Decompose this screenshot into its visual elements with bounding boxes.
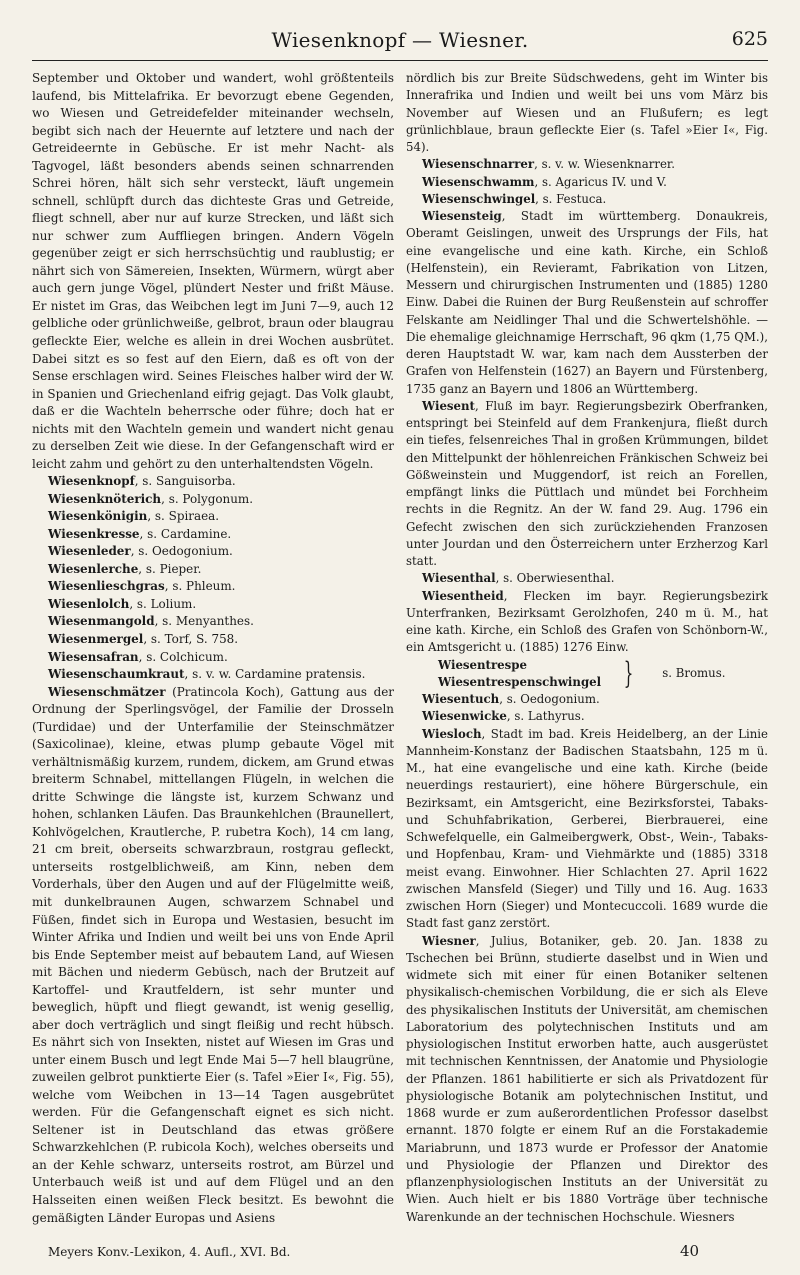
entry-text: , s. Oberwiesenthal.: [495, 571, 615, 586]
entry-headword: Wiesenknöterich: [48, 491, 162, 506]
entry: [406, 174, 768, 191]
entry-headword: Wiesentrespenschwingel: [438, 674, 602, 689]
entry: [32, 526, 394, 544]
entry: [32, 596, 394, 614]
entry-headword: Wiesenschnarrer: [422, 157, 535, 172]
entry-text: s. Bromus.: [662, 666, 726, 681]
entry-headword: Wiesenmangold: [48, 614, 155, 629]
entry-text: , s. Lathyrus.: [506, 709, 585, 724]
entry-headword: Wiesloch: [422, 726, 482, 741]
entry-headword: Wiesenlolch: [48, 596, 130, 611]
entry-headword: Wiesentrespe: [438, 657, 527, 672]
entry-text: , s. Torf, S. 758.: [143, 632, 239, 646]
entry: [406, 933, 768, 1226]
entry: [32, 666, 394, 684]
entry-text: , s. Lolium.: [129, 596, 197, 611]
entry: [32, 491, 394, 509]
entry: [32, 649, 394, 667]
entry-headword: Wiesentuch: [422, 692, 500, 706]
entry-headword: Wiesensafran: [48, 649, 139, 664]
source-note: Meyers Konv.-Lexikon, 4. Aufl., XVI. Bd.: [48, 1245, 291, 1259]
entry-text: , s. Sanguisorba.: [134, 474, 236, 489]
continuation-text: September und Oktober und wandert, wohl größtenteils laufend, bis Mittelafrika. Er bevorzugt ebene Gegenden, wo Wiesen und Getreidefelder miteinander wechseln, begibt sich nach der Heuernte auf letztere und nach der Getreideernte in Gebüsche. Er ist mehr Nacht- als Tagvogel, läßt besonders abends seinen schnarrenden Schrei hören, hält sich sehr versteckt, läuft ungemein schnell, schlüpft durch das dichteste Gras und Getreide, fliegt schnell, aber nur auf kurze Strecken, und läßt sich nur schwer zum Auffliegen bringen. Andern Vögeln gegenüber zeigt er sich herrschsüchtig und raublustig; er nährt sich von Sämereien, Insekten, Würmern, würgt aber auch gern junge Vögel, plündert Nester und frißt Mäuse. Er nistet im Gras, das Weibchen legt im Juni 7—9, auch 12 gelbliche oder grünlichweiße, gelbrot, braun oder blaugrau gefleckte Eier, welche es allein in drei Wochen ausbrütet. Dabei sitzt es so fest auf den Eiern, daß es oft von der Sense erschlagen wird. Seines Fleisches halber wird der W. in Spanien und Griechenland eifrig gejagt. Das Volk glaubt, daß er die Wachteln beherrsche oder führe; doch hat er nichts mit den Wachteln gemein und wandert nicht genau zu derselben Zeit wie diese. In der Gefangenschaft wird er leicht zahm und gehört zu den unterhaltendsten Vögeln.: [32, 71, 394, 471]
entry-text: , Stadt im württemberg. Donaukreis, Oberamt Geislingen, unweit des Ursprungs der Fils, hat eine evangelische und eine kath. Kirche, ein Schloß (Helfenstein), ein Revieramt, Fabrikation von Litzen, Messern und chirurgischen Instrumenten und (1885) 1280 Einw. Dabei die Ruinen der Burg Reußenstein auf schroffer Felskante am Neidlinger Thal und die Schwertelshöhle. — Die ehemalige gleichnamige Herrschaft, 96 qkm (1,75 QM.), deren Hauptstadt W. war, kam nach dem Aussterben der Grafen von Helfenstein (1627) an Bayern und Fürstenberg, 1735 ganz an Bayern und 1806 an Württemberg.: [406, 209, 768, 396]
entry-headword: Wiesenleder: [48, 544, 131, 559]
entry-text: , s. Pieper.: [138, 561, 202, 576]
entry-text: , s. Cardamine.: [139, 526, 232, 541]
entry-text: , Fluß im bayr. Regierungsbezirk Oberfranken, entspringt bei Steinfeld auf dem Frankenjura, fließt durch ein tiefes, felsenreiches Thal in großen Krümmungen, bildet den Mittelpunkt der höhlenreichen Fränkischen Schweiz bei Gößweinstein und Muggendorf, ist reich an Forellen, empfängt links die Püttlach und mündet bei Forchheim rechts in die Regnitz. An der W. fand 29. Aug. 1796 ein Gefecht zwischen den sich zurückziehenden Franzosen unter Jourdan und den Österreichern unter Erzherzog Karl statt.: [406, 398, 768, 568]
page-number: 625: [731, 28, 768, 50]
entry: [406, 208, 768, 398]
entry: [32, 473, 394, 491]
entry: [406, 708, 768, 725]
entry: [32, 684, 394, 1227]
entry: [32, 561, 394, 579]
entry-headword: Wiesenschwingel: [422, 191, 536, 206]
entry-headword: Wiesenwicke: [422, 709, 507, 724]
entry-headword: Wiesenlieschgras: [48, 579, 165, 594]
entry-text: , s. Agaricus IV. und V.: [534, 174, 667, 189]
entry-headword: Wiesenschwamm: [422, 174, 535, 189]
brace-glyph: }: [623, 655, 634, 691]
entry-headword: Wiesenschaumkraut: [48, 667, 185, 682]
entry: [406, 191, 768, 208]
entry-text: , s. Polygonum.: [161, 491, 254, 506]
entry: [32, 578, 394, 596]
entry-text: , s. Phleum.: [164, 579, 236, 594]
entry-text: , s. Spiraea.: [147, 509, 220, 524]
entry-text: , s. Oedogonium.: [130, 544, 233, 559]
right-column: [406, 70, 768, 1226]
entry-headword: Wiesenthal: [422, 571, 496, 586]
entry: [406, 588, 768, 657]
entry-text: , s. Festuca.: [535, 191, 607, 206]
entry-headword: Wiesentheid: [422, 588, 504, 603]
left-column: [32, 70, 394, 1227]
entry-text: , s. v. w. Cardamine pratensis.: [184, 667, 366, 682]
entry: [32, 631, 394, 649]
entry-text: , s. Colchicum.: [138, 649, 228, 664]
entry-headword: Wiesenkönigin: [48, 509, 148, 524]
entry: [32, 543, 394, 561]
entry-headword: Wiesent: [422, 398, 475, 413]
entry: [406, 156, 768, 173]
entry-brace-group: [406, 657, 768, 692]
entry-headword: Wiesenkresse: [48, 526, 140, 541]
entry: [406, 691, 768, 708]
signature-mark: 40: [680, 1242, 700, 1260]
entry-text: , s. v. w. Wiesenknarrer.: [534, 157, 675, 172]
entry-headword: Wiesenschmätzer: [48, 684, 166, 699]
entry-headword: Wiesenlerche: [48, 561, 139, 576]
entry-text: , Stadt im bad. Kreis Heidelberg, an der Linie Mannheim-Konstanz der Badischen Staatsbahn, 125 m ü. M., hat eine evangelische und eine kath. Kirche (beide neuerdings restauriert), eine höhere Bürgerschule, ein Bezirksamt, ein Amtsgericht, eine Bezirksforstei, Tabaks- und Schuhfabrikation, Gerberei, Bierbrauerei, eine Schwefelquelle, ein Galmeibergwerk, Obst-, Wein-, Tabaks- und Hopfenbau, Kram- und Viehmärkte und (1885) 3318 meist evang. Einwohner. Hier Schlachten 27. April 1622 zwischen Mansfeld (Sieger) und Tilly und 16. Aug. 1633 zwischen Horn (Sieger) und Montecuccoli. 1689 wurde die Stadt fast ganz zerstört.: [406, 726, 768, 931]
entry-headword: Wiesenmergel: [48, 632, 144, 646]
entry: [406, 726, 768, 933]
entry-headword: Wiesenknopf: [48, 474, 135, 489]
continuation-text: nördlich bis zur Breite Südschwedens, geht im Winter bis Innerafrika und Indien und weilt bei uns vom März bis November auf Wiesen und an Flußufern; es legt grünlichblaue, braun gefleckte Eier (s. Tafel »Eier I«, Fig. 54).: [406, 71, 768, 154]
entry: [32, 613, 394, 631]
entry: [406, 398, 768, 571]
entry: [32, 508, 394, 526]
headword-stack: [422, 657, 601, 692]
entry: [406, 570, 768, 587]
entry-text: (Pratincola Koch), Gattung aus der Ordnung der Sperlingsvögel, der Familie der Drosseln (Turdidae) und der Unterfamilie der Steinschmätzer (Saxicolinae), kleine, etwas plump gebaute Vögel mit verhältnismäßig kurzem, rundem, dickem, am Grund etwas breiterm Schnabel, mittellangen Flügeln, in welchen die dritte Schwinge die längste ist, kurzem Schwanz und hohen, schlanken Läufen. Das Braunkehlchen (Braunellert, Kohlvögelchen, Krautlerche, P. rubetra Koch), 14 cm lang, 21 cm breit, oberseits schwarzbraun, rostgrau gefleckt, unterseits rostgelblichweiß, am Kinn, neben dem Vorderhals, über den Augen und auf der Flügelmitte weiß, mit dunkelbraunen Augen, schwarzem Schnabel und Füßen, findet sich in Europa und Westasien, besucht im Winter Afrika und Indien und weilt bei uns von Ende April bis Ende September meist auf bebautem Land, auf Wiesen mit Bächen und niederm Gebüsch, nach der Brutzeit auf Kartoffel- und Krautfeldern, ist sehr munter und beweglich, hüpft und fliegt gewandt, ist wenig gesellig, aber doch verträglich und singt fleißig und recht hübsch. Es nährt sich von Insekten, nistet auf Wiesen im Gras und unter einem Busch und legt Ende Mai 5—7 hell blaugrüne, zuweilen gelbrot punktierte Eier (s. Tafel »Eier I«, Fig. 55), welche vom Weibchen in 13—14 Tagen ausgebrütet werden. Für die Gefangenschaft eignet es sich nicht. Seltener ist in Deutschland das etwas größere Schwarzkehlchen (P. rubicola Koch), welches oberseits und an der Kehle schwarz, unterseits rostrot, am Bürzel und Unterbauch weiß ist und auf dem Flügel und an den Halsseiten einen weißen Fleck besitzt. Es bewohnt die gemäßigten Länder Europas und Asiens: [32, 684, 394, 1225]
page-header: [32, 26, 768, 61]
entry-text: , s. Menyanthes.: [154, 614, 254, 629]
entry-headword: Wiesensteig: [422, 209, 502, 223]
page-footer: [32, 1242, 768, 1267]
entry-headword: Wiesner: [422, 933, 476, 948]
entry-text: , Flecken im bayr. Regierungsbezirk Unterfranken, Bezirksamt Gerolzhofen, 240 m ü. M., hat eine kath. Kirche, ein Schloß des Grafen von Schönborn-W., ein Amtsgericht u. (1885) 1276 Einw.: [406, 588, 768, 655]
entry-text: , Julius, Botaniker, geb. 20. Jan. 1838 zu Tschechen bei Brünn, studierte daselbst und in Wien und widmete sich mit einer für einen Botaniker seltenen physikalisch-chemischen Vorbildung, die er sich als Eleve des physikalischen Instituts der Universität, am chemischen Laboratorium des polytechnischen Instituts und am physiologischen Institut erworben hatte, auch ausgerüstet mit technischen Kenntnissen, der Anatomie und Physiologie der Pflanzen. 1861 habilitierte er sich als Privatdozent für physiologische Botanik am polytechnischen Institut, und 1868 wurde er zum außerordentlichen Professor daselbst ernannt. 1870 folgte er einem Ruf an die Forstakademie Mariabrunn, und 1873 wurde er Professor der Anatomie und Physiologie der Pflanzen und Direktor des pflanzenphysiologischen Instituts an der Universität zu Wien. Auch hielt er bis 1880 Vorträge über technische Warenkunde an der technischen Hochschule. Wiesners: [406, 933, 768, 1224]
entry-text: , s. Oedogonium.: [499, 692, 600, 706]
running-title: Wiesenknopf — Wiesner.: [271, 28, 529, 52]
